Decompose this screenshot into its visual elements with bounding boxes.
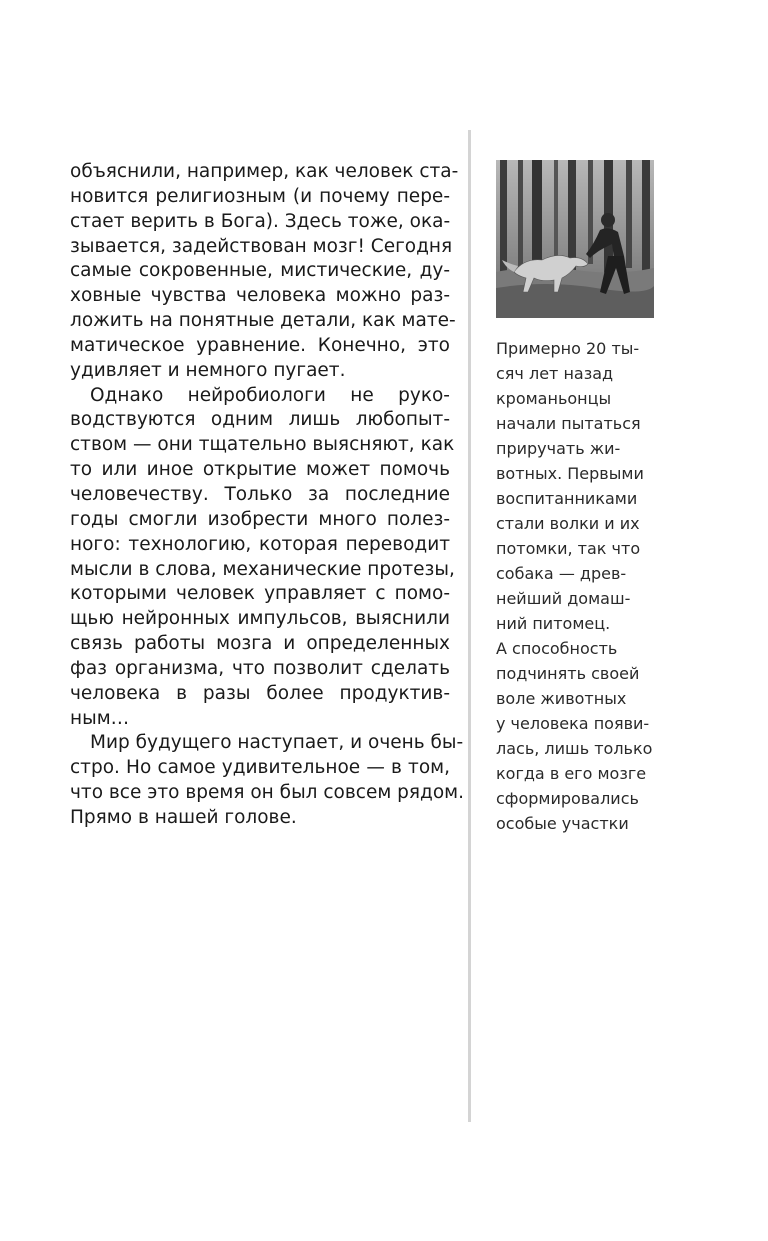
caption-line: сформировались <box>496 789 639 808</box>
text-line: фаз организма, что позволит сделать <box>70 657 450 679</box>
caption-line: А способность <box>496 639 618 658</box>
text-line: ным… <box>70 707 130 729</box>
text-line: то или иное открытие может помочь <box>70 459 450 481</box>
paragraph-3 <box>70 731 464 830</box>
caption-line: подчинять своей <box>496 664 640 683</box>
text-line: ного: технологию, которая переводит <box>70 533 450 555</box>
caption-line: вотных. Первыми <box>496 464 644 483</box>
caption-line: когда в его мозге <box>496 764 647 783</box>
text-line: самые сокровенные, мистические, ду- <box>70 260 450 282</box>
text-line: матическое уравнение. Конечно, это <box>70 334 450 356</box>
caption-line: лась, лишь только <box>496 739 653 758</box>
caption-line: воспитанниками <box>496 489 638 508</box>
text-line: объяснили, например, как человек ста- <box>70 161 459 182</box>
text-line: годы смогли изобрести много полез- <box>70 508 450 530</box>
caption-line: начали пытаться <box>496 414 641 433</box>
text-line: зывается, задействован мозг! Сегодня <box>70 235 453 257</box>
caption-line: стали волки и их <box>496 514 640 533</box>
caption-line: кроманьонцы <box>496 389 612 408</box>
photo-caption <box>496 336 656 836</box>
text-line: ложить на понятные детали, как мате- <box>70 310 456 332</box>
text-line: человечеству. Только за последние <box>70 483 450 505</box>
text-line: ством — они тщательно выясняют, как <box>70 434 455 456</box>
paragraph-2 <box>70 384 455 732</box>
text-line: человека в разы более продуктив- <box>70 682 450 704</box>
text-line: щью нейронных импульсов, выяснили <box>70 608 450 630</box>
caption-line: у человека появи- <box>496 714 650 733</box>
text-line: стает верить в Бога). Здесь тоже, ока- <box>70 210 451 232</box>
text-line: Прямо в нашей голове. <box>70 806 297 828</box>
caption-line: ний питомец. <box>496 614 611 633</box>
column-divider <box>468 130 471 1122</box>
caption-line: собака — древ- <box>496 564 627 583</box>
text-line: новится религиозным (и почему пере- <box>70 185 450 207</box>
text-line: связь работы мозга и определенных <box>70 633 450 655</box>
caption-line: приручать жи- <box>496 439 621 458</box>
wolf-and-man-forest-photo <box>496 160 654 318</box>
text-line: что все это время он был совсем рядом. <box>70 782 464 804</box>
text-line: которыми человек управляет с помо- <box>70 583 450 605</box>
caption-line: особые участки <box>496 814 629 833</box>
paragraph-1 <box>70 160 459 384</box>
text-line: Однако нейробиологи не руко- <box>90 384 450 406</box>
sidebar <box>496 160 656 836</box>
text-line: удивляет и немного пугает. <box>70 359 346 381</box>
text-line: водствуются одним лишь любопыт- <box>70 409 450 431</box>
caption-line: Примерно 20 ты- <box>496 339 640 358</box>
text-line: стро. Но самое удивительное — в том, <box>70 757 450 779</box>
caption-line: потомки, так что <box>496 539 641 558</box>
caption-line: нейший домаш- <box>496 589 631 608</box>
caption-line: сяч лет назад <box>496 364 614 383</box>
caption-line: воле животных <box>496 689 627 708</box>
main-text-column <box>70 160 464 831</box>
text-line: мысли в слова, механические протезы, <box>70 558 455 580</box>
text-line: ховные чувства человека можно раз- <box>70 285 450 307</box>
text-line: Мир будущего наступает, и очень бы- <box>90 732 464 754</box>
